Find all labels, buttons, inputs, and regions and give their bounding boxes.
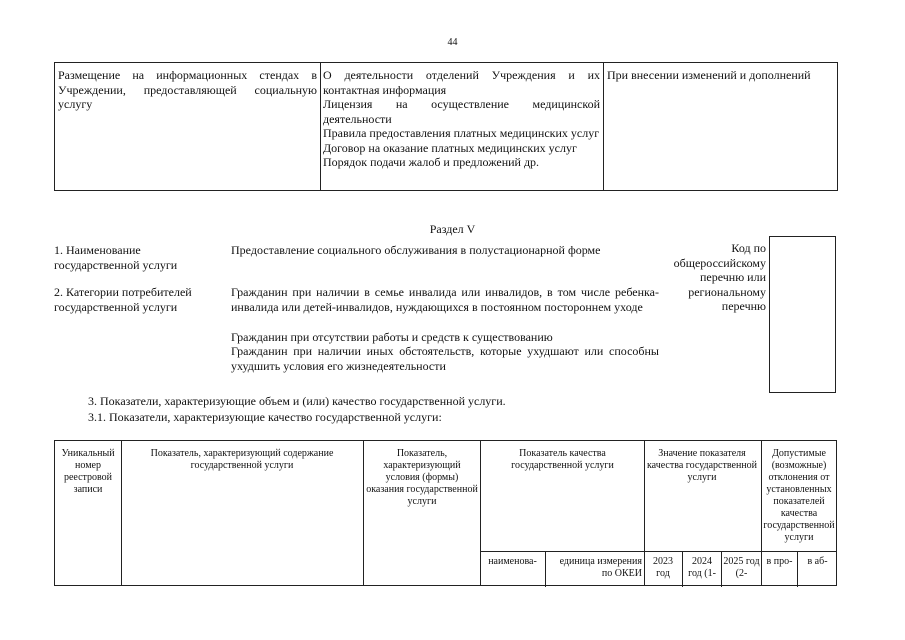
info-line: Лицензия на осуществление медицинской деятельности: [323, 97, 600, 126]
header-content-indicator: Показатель, характеризующий содержание государственной услуги: [150, 448, 334, 471]
registry-code-label: Код по общероссийскому перечню или региональному перечню: [673, 241, 766, 313]
header-indicator-value: Значение показателя качества государственной услуги: [646, 448, 758, 483]
consumer-category-2: Гражданин при отсутствии работы и средств к существованию: [231, 330, 553, 344]
info-line: О деятельности отделений Учреждения и их контактная информация: [323, 68, 600, 97]
registry-code-box: [769, 236, 836, 393]
quality-indicators-table: [54, 440, 837, 586]
quality-indicators-heading: 3.1. Показатели, характеризующие качество государственной услуги:: [88, 410, 442, 424]
service-name-label: 1. Наименование государственной услуги: [54, 243, 178, 272]
info-content-cell: [321, 63, 604, 190]
indicators-heading: 3. Показатели, характеризующие объем и (или) качество государственной услуги.: [88, 394, 506, 408]
header-unique-number: Уникальный номер реестровой записи: [61, 448, 115, 495]
header-allowed-deviation: Допустимые (возможные) отклонения от установленных показателей качества государственной услуги: [763, 448, 835, 543]
info-line: Правила предоставления платных медицинских услуг: [323, 126, 600, 140]
subheader-year-2023: 2023 год: [653, 556, 673, 579]
page-number: 44: [447, 37, 458, 48]
subheader-year-2024: 2024 год (1-: [688, 556, 716, 579]
subheader-unit: единица измерения по ОКЕИ: [559, 556, 642, 579]
subheader-absolute: в аб-: [807, 556, 828, 567]
info-line: Договор на оказание платных медицинских услуг: [323, 140, 577, 155]
service-name-value: Предоставление социального обслуживания в полустационарной форме: [231, 243, 601, 257]
consumer-category-1: Гражданин при наличии в семье инвалида или инвалидов, в том числе ребенка-инвалида или детей-инвалидов, нуждающихся в постоянном постороннем уходе: [231, 285, 659, 314]
subheader-percent: в про-: [766, 556, 793, 567]
consumer-category-3: Гражданин при наличии иных обстоятельств, которые ухудшают или способны ухудшить условия его жизнедеятельности: [231, 344, 659, 373]
info-placement-cell: Размещение на информационных стендах в Учреждении, предоставляющей социальную услугу: [55, 63, 321, 190]
subheader-name: наименова-: [488, 556, 537, 567]
info-stands-table: [54, 62, 838, 191]
header-conditions-indicator: Показатель, характеризующий условия (формы) оказания государственной услуги: [366, 448, 478, 507]
info-line: Порядок подачи жалоб и предложений др.: [323, 155, 540, 169]
consumer-category-label: 2. Категории потребителей государственной услуги: [54, 285, 192, 314]
header-quality-indicator: Показатель качества государственной услуги: [511, 448, 614, 471]
subheader-year-2025: 2025 год (2-: [723, 556, 760, 579]
section-title: Раздел V: [429, 222, 476, 236]
update-frequency-cell: При внесении изменений и дополнений: [607, 68, 811, 82]
